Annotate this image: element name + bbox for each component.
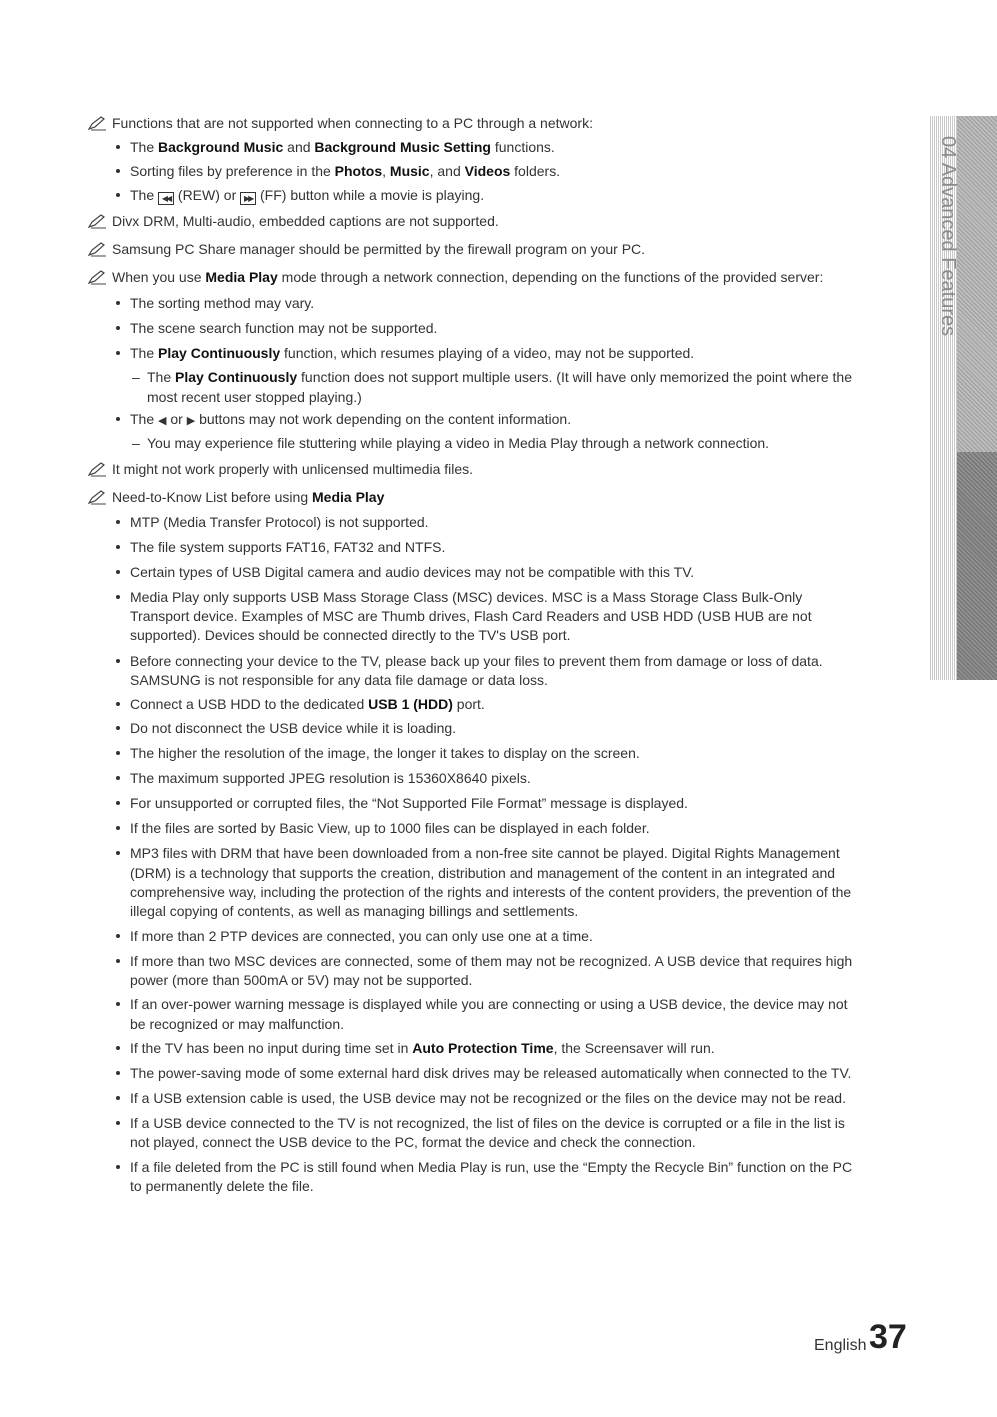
text: Media Play only supports USB Mass Storage Class (MSC) devices. MSC is a Mass Storage Class Bulk-Only: [130, 589, 803, 605]
right-triangle-icon: ▶: [186, 415, 196, 427]
text: , and: [429, 163, 465, 179]
text: (REW) or: [174, 187, 241, 203]
text: If an over-power warning message is displayed while you are connecting or using a USB device, the device may not: [130, 996, 848, 1012]
bullet-dot: [116, 1096, 120, 1100]
text: function, which resumes playing of a video, may not be supported.: [280, 345, 695, 361]
bullet-dot: [116, 934, 120, 938]
text: MTP (Media Transfer Protocol) is not supported.: [130, 514, 429, 530]
left-triangle-icon: ◀: [158, 415, 167, 427]
note-pencil-icon: [88, 241, 110, 262]
bold-term: Videos: [464, 163, 511, 179]
bold-term: Music: [389, 163, 430, 179]
text: The scene search function may not be supported.: [130, 320, 438, 336]
bullet-dot: [116, 751, 120, 755]
text: folders.: [510, 163, 561, 179]
text: The: [130, 411, 159, 427]
bullet-dot: [116, 169, 120, 173]
bullet-continuation: Transport device. Examples of MSC are Thumb drives, Flash Card Readers and USB HDD (USB HUB are not: [130, 608, 812, 624]
dash-mark: –: [132, 435, 140, 451]
note-item: [88, 113, 593, 136]
bullet-dot: [116, 959, 120, 963]
bullet-dot: [116, 726, 120, 730]
text: , the Screensaver will run.: [553, 1040, 715, 1056]
note-pencil-icon: [88, 115, 110, 136]
bullet-dot: [116, 193, 120, 197]
text: (FF) button while a movie is playing.: [256, 187, 485, 203]
footer-language: English: [814, 1337, 867, 1354]
bullet-dot: [116, 1046, 120, 1050]
bullet-continuation: to permanently delete the file.: [130, 1178, 314, 1194]
note-item: [88, 459, 473, 482]
bullet-continuation: power (more than 500mA or 5V) may not be supported.: [130, 972, 473, 988]
text: buttons may not work depending on the content information.: [195, 411, 572, 427]
note-pencil-icon: [88, 213, 110, 234]
text: Need-to-Know List before using: [112, 489, 312, 505]
text: Before connecting your device to the TV, please back up your files to prevent them from damage or loss of data.: [130, 653, 823, 669]
text: and: [283, 139, 315, 155]
bullet-continuation: be recognized or may malfunction.: [130, 1016, 344, 1032]
dash-mark: –: [132, 369, 140, 385]
text: The power-saving mode of some external hard disk drives may be released automatically when connected to the TV.: [130, 1065, 852, 1081]
text: The sorting method may vary.: [130, 295, 315, 311]
bold-term: Background Music Setting: [314, 139, 491, 155]
bold-term: Play Continuously: [175, 369, 298, 385]
text: If more than 2 PTP devices are connected, you can only use one at a time.: [130, 928, 593, 944]
bullet-dot: [116, 801, 120, 805]
bullet-continuation: illegal copying of contents, as well as managing billings and settlements.: [130, 903, 579, 919]
note-text: Divx DRM, Multi-audio, embedded captions are not supported.: [112, 213, 499, 229]
text: or: [166, 411, 187, 427]
text: The file system supports FAT16, FAT32 and NTFS.: [130, 539, 446, 555]
text: Do not disconnect the USB device while it is loading.: [130, 720, 457, 736]
text: For unsupported or corrupted files, the “Not Supported File Format” message is displayed.: [130, 795, 688, 811]
text: If the files are sorted by Basic View, up to 1000 files can be displayed in each folder.: [130, 820, 650, 836]
bullet-dot: [116, 826, 120, 830]
note-item: [88, 267, 823, 290]
note-text: Functions that are not supported when connecting to a PC through a network:: [112, 115, 593, 131]
text: MP3 files with DRM that have been downloaded from a non-free site cannot be played. Digital Rights Management: [130, 845, 840, 861]
bullet-dot: [116, 417, 120, 421]
bullet-continuation: not played, connect the USB device to the PC, format the device and check the connection.: [130, 1134, 696, 1150]
bullet-dot: [116, 702, 120, 706]
text: functions.: [490, 139, 555, 155]
fast-forward-button-icon: ▶▶: [240, 192, 256, 205]
text: If a file deleted from the PC is still found when Media Play is run, use the “Empty the Recycle Bin” function on the PC: [130, 1159, 853, 1175]
bullet-dot: [116, 595, 120, 599]
bullet-dot: [116, 851, 120, 855]
text: If the TV has been no input during time set in: [130, 1040, 413, 1056]
text: If more than two MSC devices are connected, some of them may not be recognized. A USB device that requires high: [130, 953, 853, 969]
note-text: It might not work properly with unlicensed multimedia files.: [112, 461, 474, 477]
note-pencil-icon: [88, 461, 110, 482]
bullet-dot: [116, 145, 120, 149]
text: mode through a network connection, depending on the functions of the provided server:: [277, 269, 824, 285]
text: You may experience file stuttering while playing a video in Media Play through a network connection.: [147, 435, 770, 451]
bullet-dot: [116, 545, 120, 549]
bullet-dot: [116, 326, 120, 330]
bold-term: Background Music: [158, 139, 284, 155]
note-pencil-icon: [88, 269, 110, 290]
text: The higher the resolution of the image, the longer it takes to display on the screen.: [130, 745, 640, 761]
text: The: [130, 139, 159, 155]
note-pencil-icon: [88, 489, 110, 510]
bullet-dot: [116, 1165, 120, 1169]
text: function does not support multiple users. (It will have only memorized the point where the: [297, 369, 852, 385]
tab-pattern-upper: [957, 116, 997, 452]
bold-term: Media Play: [205, 269, 278, 285]
text: The: [130, 345, 159, 361]
text: When you use: [112, 269, 206, 285]
dash-item-continuation: most recent user stopped playing.): [147, 389, 362, 405]
bullet-continuation: comprehensive way, including the protection of the rights and interests of the content providers, the prevention of the: [130, 884, 852, 900]
bold-term: Media Play: [312, 489, 385, 505]
bold-term: Photos: [334, 163, 383, 179]
text: Sorting files by preference in the: [130, 163, 335, 179]
bullet-dot: [116, 1121, 120, 1125]
note-item: [88, 239, 645, 262]
text: Certain types of USB Digital camera and audio devices may not be compatible with this TV.: [130, 564, 695, 580]
text: port.: [452, 696, 485, 712]
note-item: [88, 211, 499, 234]
rewind-button-icon: ◀◀: [158, 192, 174, 205]
text: Connect a USB HDD to the dedicated: [130, 696, 369, 712]
bullet-dot: [116, 520, 120, 524]
text: The: [147, 369, 176, 385]
text: The maximum supported JPEG resolution is 15360X8640 pixels.: [130, 770, 531, 786]
bold-term: USB 1 (HDD): [368, 696, 453, 712]
page-number: 37: [869, 1318, 907, 1356]
tab-pattern-lower: [957, 452, 997, 680]
bullet-continuation: (DRM) is a technology that supports the creation, distribution and management of the content in an integrated and: [130, 865, 836, 881]
bullet-dot: [116, 776, 120, 780]
bullet-dot: [116, 570, 120, 574]
note-item: [88, 487, 384, 510]
bullet-dot: [116, 351, 120, 355]
bullet-dot: [116, 659, 120, 663]
bullet-continuation: supported). Devices should be connected directly to the TV's USB port.: [130, 627, 571, 643]
bold-term: Auto Protection Time: [412, 1040, 554, 1056]
bullet-dot: [116, 1002, 120, 1006]
bold-term: Play Continuously: [158, 345, 281, 361]
note-text: Samsung PC Share manager should be permitted by the firewall program on your PC.: [112, 241, 646, 257]
chapter-tab-label: 04 Advanced Features: [937, 136, 959, 337]
bullet-dot: [116, 301, 120, 305]
text: ,: [382, 163, 390, 179]
text: If a USB device connected to the TV is not recognized, the list of files on the device is corrupted or a file in the list is: [130, 1115, 845, 1131]
text: The: [130, 187, 159, 203]
bullet-continuation: SAMSUNG is not responsible for any data file damage or data loss.: [130, 672, 548, 688]
chapter-side-tab: [929, 116, 997, 680]
bullet-dot: [116, 1071, 120, 1075]
text: If a USB extension cable is used, the USB device may not be recognized or the files on the device may not be read.: [130, 1090, 846, 1106]
